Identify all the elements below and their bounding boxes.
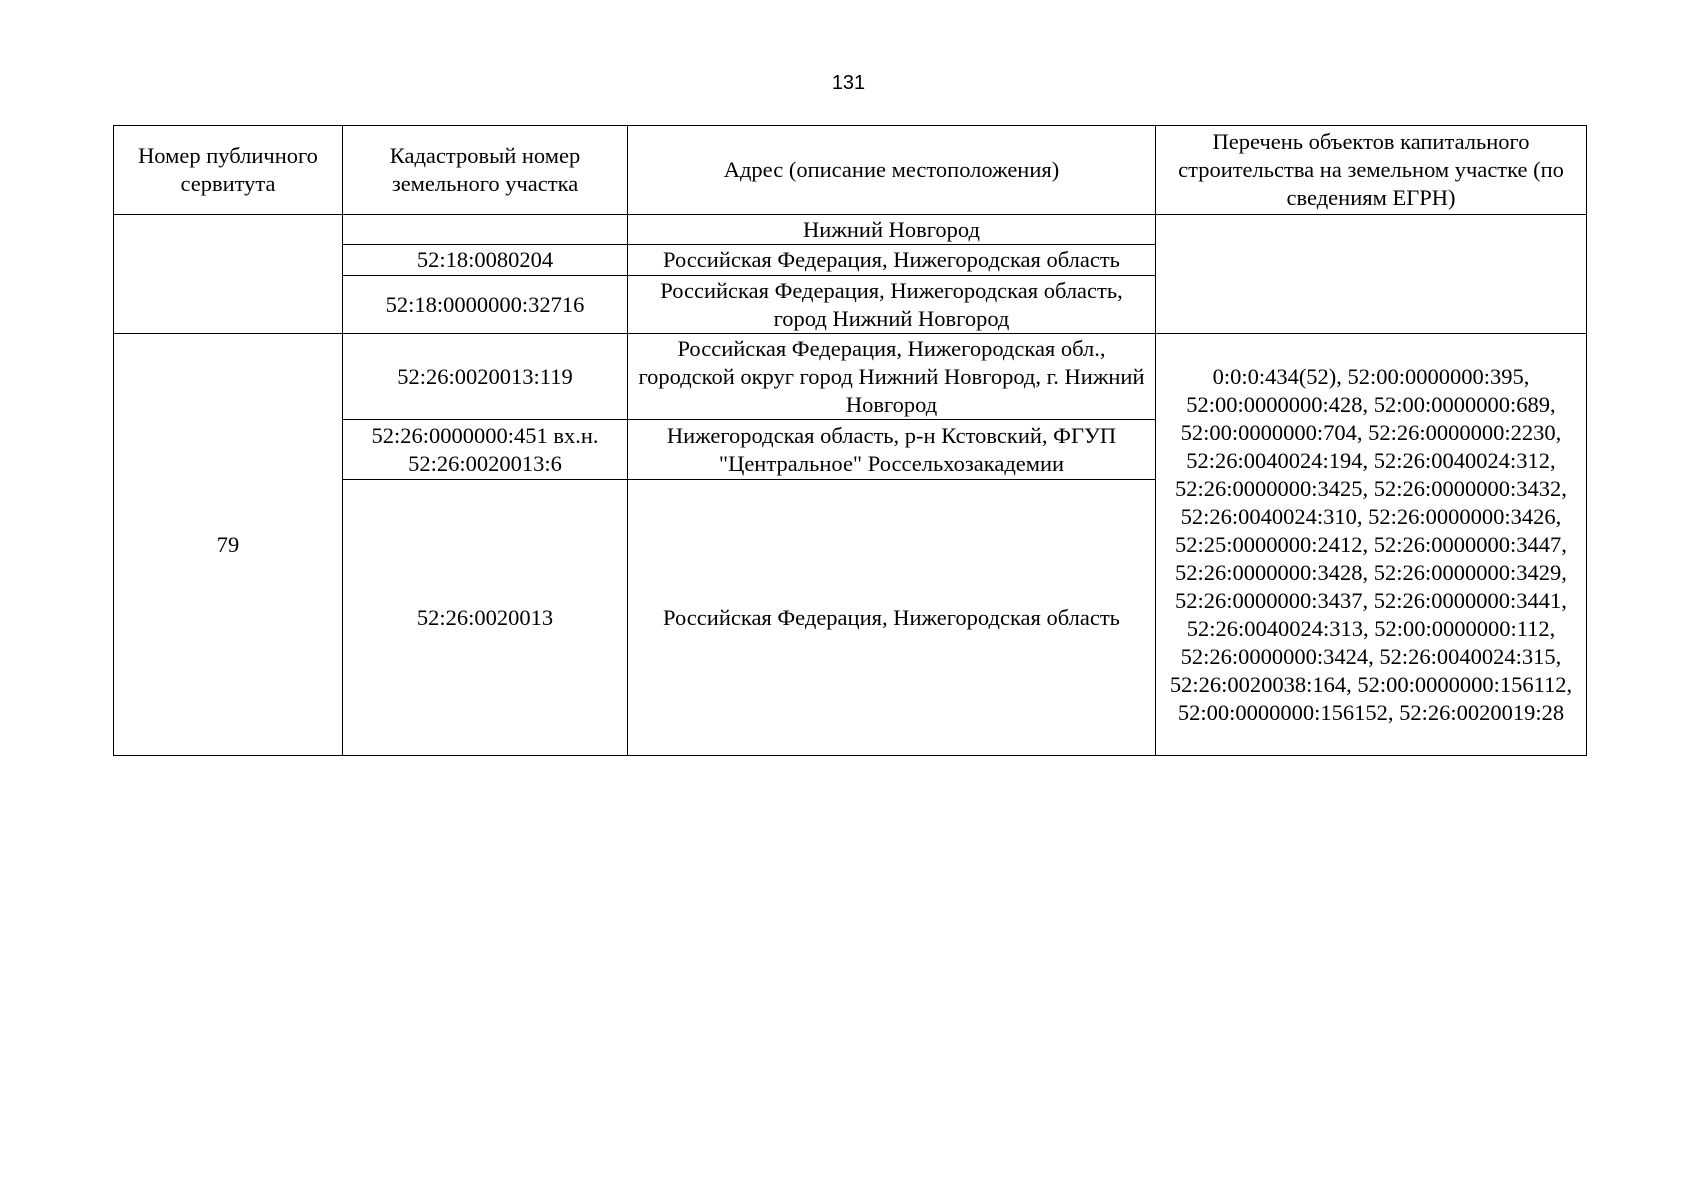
header-cadastral-number: Кадастровый номер земельного участка <box>343 126 628 215</box>
cadastral-number-cell: 52:26:0000000:451 вх.н. 52:26:0020013:6 <box>343 420 628 480</box>
servitude-number-cell: 79 <box>114 334 343 756</box>
header-address: Адрес (описание местоположения) <box>628 126 1156 215</box>
cadastral-number-cell: 52:26:0020013 <box>343 480 628 756</box>
address-cell: Российская Федерация, Нижегородская область, город Нижний Новгород <box>628 276 1156 334</box>
header-row <box>114 126 1587 215</box>
cadastral-number-cell: 52:18:0000000:32716 <box>343 276 628 334</box>
cadastral-number-cell: 52:18:0080204 <box>343 245 628 276</box>
servitude-table <box>113 125 1587 756</box>
header-capital-objects: Перечень объектов капитального строительства на земельном участке (по сведениям ЕГРН) <box>1156 126 1587 215</box>
table-row <box>114 215 1587 245</box>
capital-objects-cell: 0:0:0:434(52), 52:00:0000000:395, 52:00:0000000:428, 52:00:0000000:689, 52:00:0000000:704, 52:26:0000000:2230, 52:26:0040024:194, 52:26:0040024:312, 52:26:0000000:3425, 52:26:0000000:3432, 52:26:0040024:310, 52:26:0000000:3426, 52:25:0000000:2412, 52:26:0000000:3447, 52:26:0000000:3428, 52:26:0000000:3429, 52:26:0000000:3437, 52:26:0000000:3441, 52:26:0040024:313, 52:00:0000000:112, 52:26:0000000:3424, 52:26:0040024:315, 52:26:0020038:164, 52:00:0000000:156112, 52:00:0000000:156152, 52:26:0020019:28 <box>1156 334 1587 756</box>
address-cell: Нижегородская область, р-н Кстовский, ФГУП "Центральное" Россельхозакадемии <box>628 420 1156 480</box>
address-cell: Российская Федерация, Нижегородская обл., городской округ город Нижний Новгород, г. Нижний Новгород <box>628 334 1156 420</box>
header-servitude-number: Номер публичного сервитута <box>114 126 343 215</box>
table-row <box>114 334 1587 420</box>
page-number: 131 <box>831 72 866 94</box>
cadastral-number-cell: 52:26:0020013:119 <box>343 334 628 420</box>
address-cell: Нижний Новгород <box>628 215 1156 245</box>
servitude-number-cell <box>114 215 343 334</box>
cadastral-number-cell <box>343 215 628 245</box>
address-cell: Российская Федерация, Нижегородская область <box>628 480 1156 756</box>
capital-objects-cell <box>1156 215 1587 334</box>
address-cell: Российская Федерация, Нижегородская область <box>628 245 1156 276</box>
